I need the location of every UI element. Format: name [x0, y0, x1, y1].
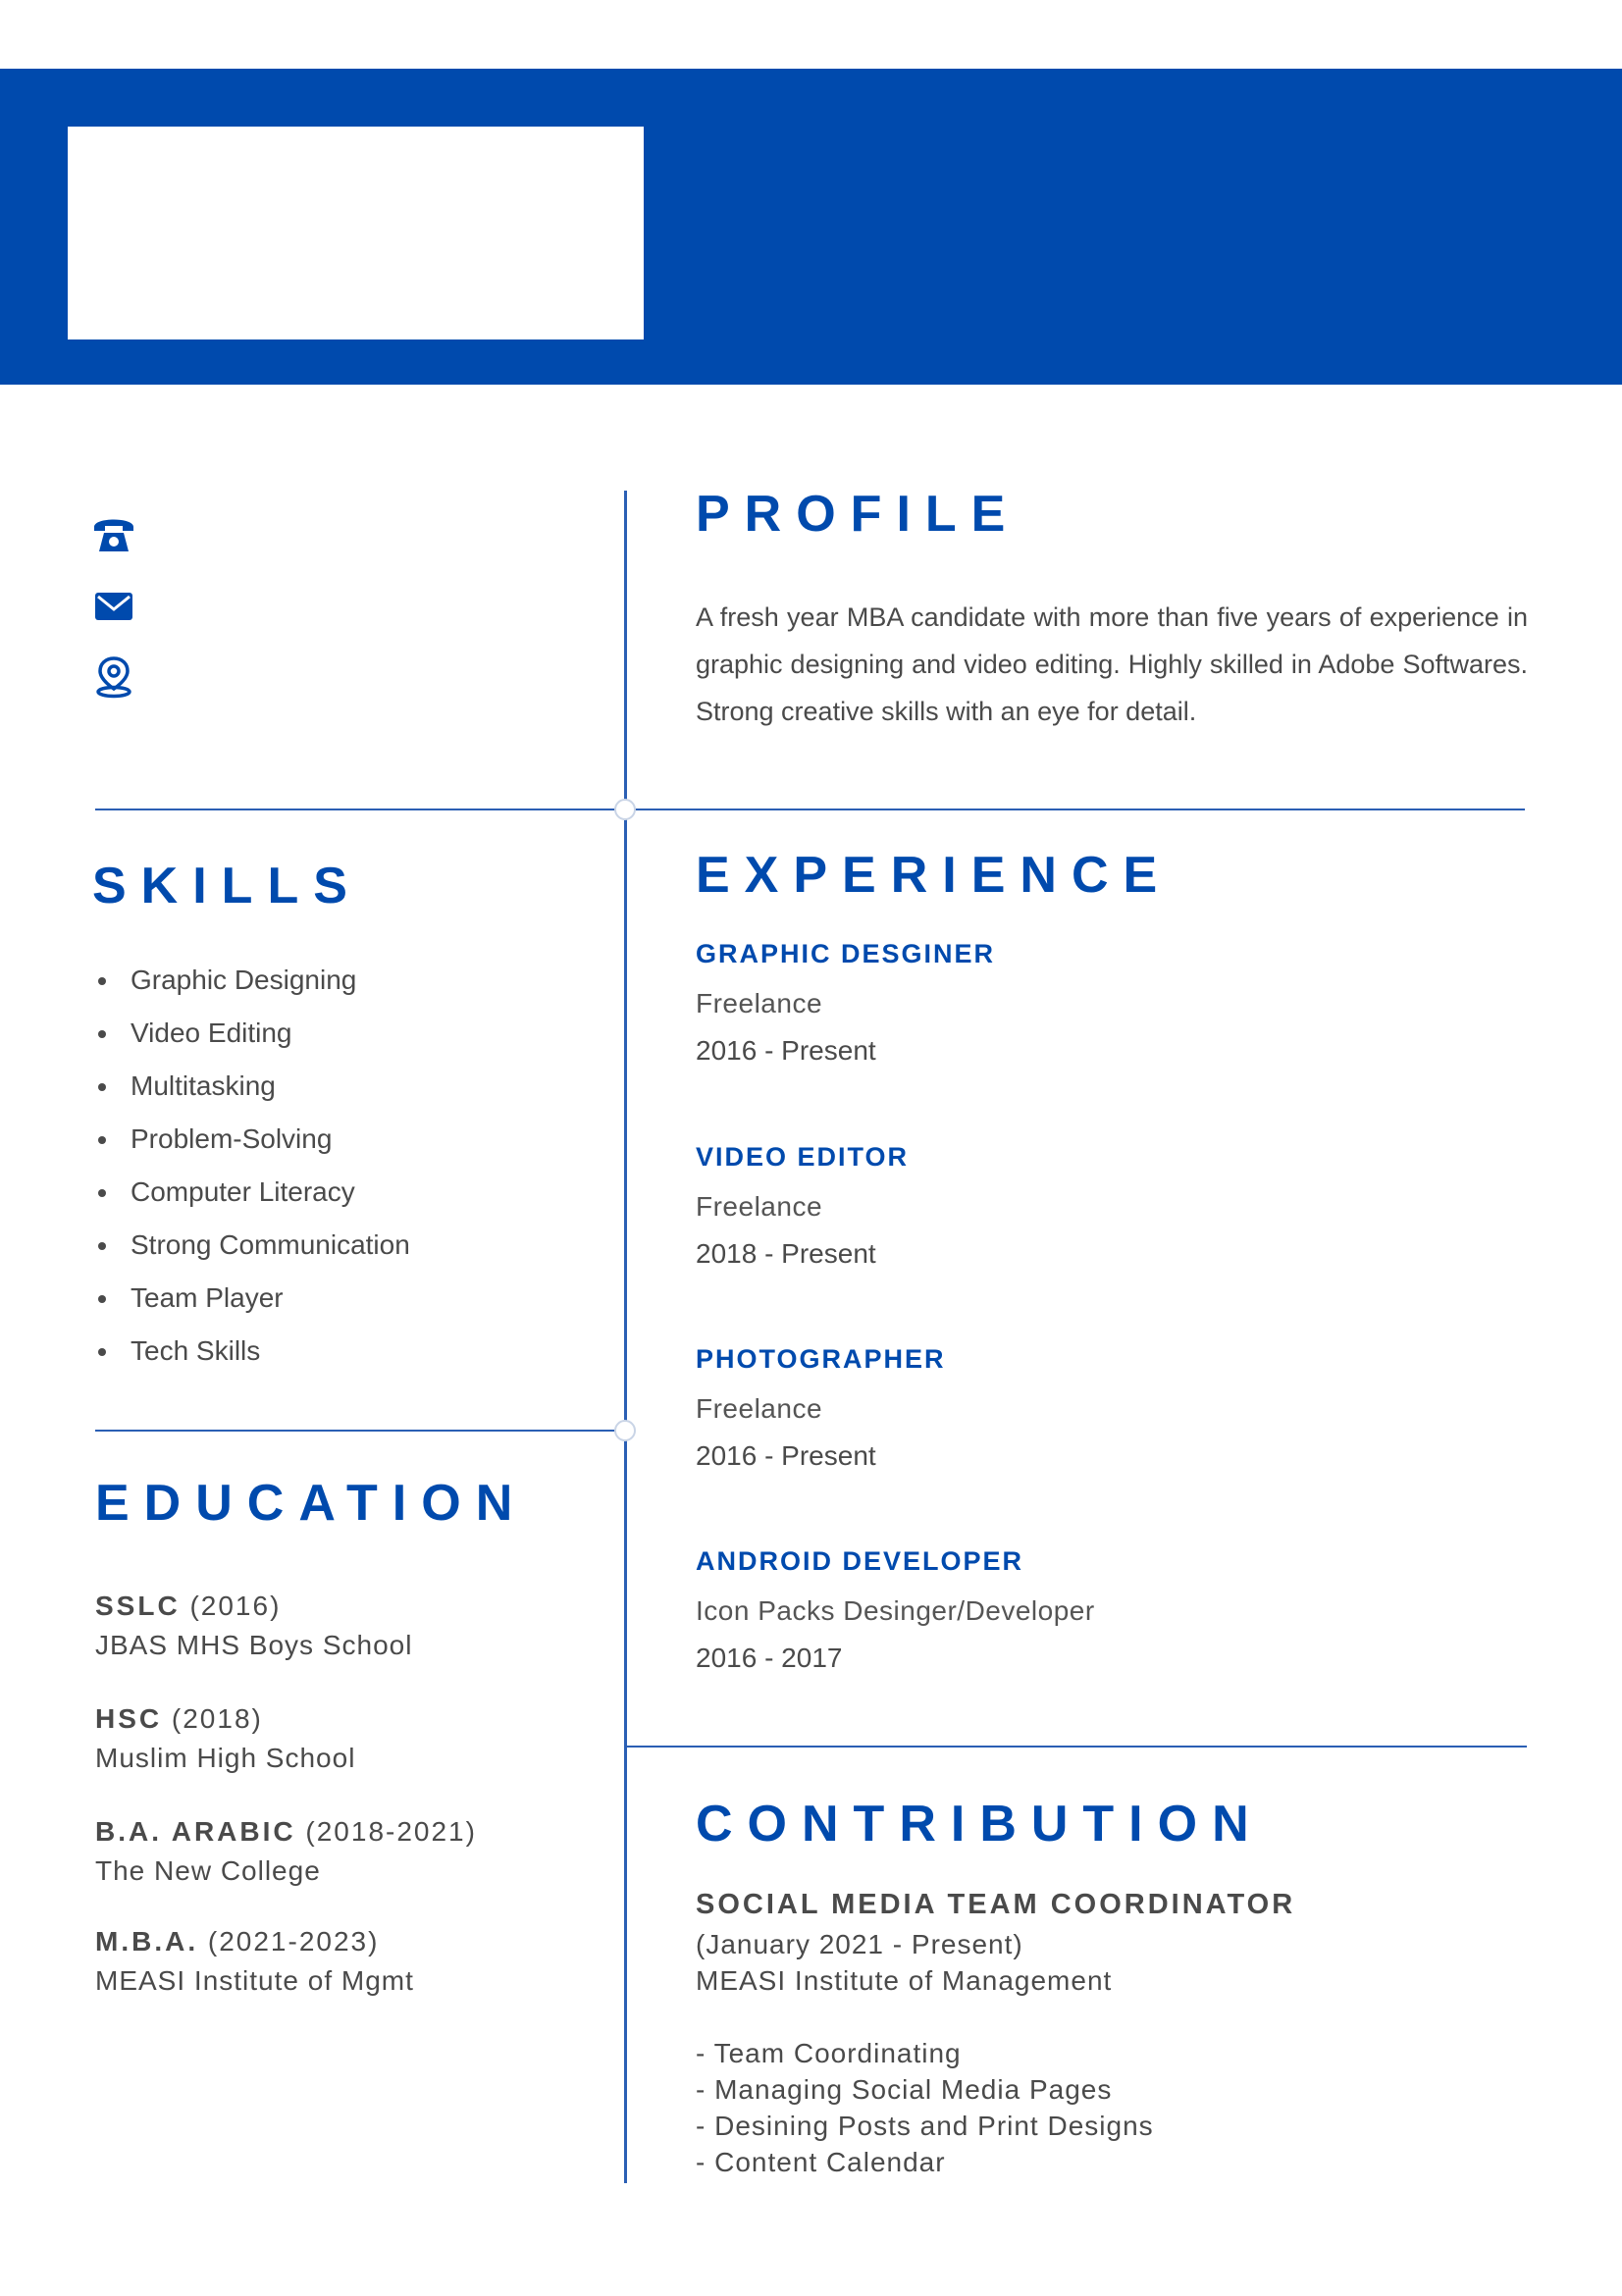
divider-skills: [95, 1430, 625, 1432]
skills-list: [98, 957, 410, 1381]
job-dates: 2016 - Present: [696, 1440, 876, 1471]
education-school: The New College: [95, 1855, 321, 1886]
skill-item: Multitasking: [98, 1063, 410, 1116]
education-degree: B.A. ARABIC: [95, 1816, 296, 1847]
contribution-heading: CONTRIBUTION: [696, 1796, 1264, 1852]
contribution-duty: - Content Calendar: [696, 2147, 946, 2177]
education-entry: [95, 1812, 605, 1891]
contribution-organization: MEASI Institute of Management: [696, 1965, 1113, 1996]
skills-heading: SKILLS: [92, 858, 362, 914]
experience-entry: [696, 932, 1540, 1074]
education-school: MEASI Institute of Mgmt: [95, 1965, 414, 1996]
job-organization: Freelance: [696, 1393, 823, 1424]
profile-heading: PROFILE: [696, 486, 1020, 543]
education-years: (2018-2021): [295, 1816, 477, 1847]
contribution-role: SOCIAL MEDIA TEAM COORDINATOR: [696, 1889, 1296, 1920]
experience-entry: [696, 1539, 1540, 1682]
phone-icon: [92, 514, 135, 553]
education-school: Muslim High School: [95, 1743, 356, 1773]
education-school: JBAS MHS Boys School: [95, 1630, 413, 1660]
skill-item: Video Editing: [98, 1010, 410, 1063]
education-years: (2021-2023): [198, 1926, 380, 1957]
education-degree: HSC: [95, 1703, 163, 1734]
skill-item: Tech Skills: [98, 1328, 410, 1381]
divider-profile: [95, 809, 1525, 810]
education-entry: [95, 1587, 605, 1665]
job-dates: 2018 - Present: [696, 1238, 876, 1269]
education-degree: SSLC: [95, 1591, 181, 1621]
education-years: (2016): [180, 1591, 282, 1621]
job-dates: 2016 - 2017: [696, 1643, 843, 1673]
job-role: PHOTOGRAPHER: [696, 1344, 946, 1374]
skill-item: Team Player: [98, 1275, 410, 1328]
job-role: GRAPHIC DESGINER: [696, 939, 996, 968]
contribution-period: (January 2021 - Present): [696, 1929, 1023, 1959]
experience-heading: EXPERIENCE: [696, 847, 1173, 904]
divider-experience: [626, 1746, 1527, 1748]
skill-item: Problem-Solving: [98, 1116, 410, 1169]
education-entry: [95, 1699, 605, 1778]
education-years: (2018): [162, 1703, 263, 1734]
job-organization: Icon Packs Desinger/Developer: [696, 1595, 1095, 1626]
skill-item: Computer Literacy: [98, 1169, 410, 1222]
divider-node: [614, 799, 636, 820]
profile-summary: A fresh year MBA candidate with more than five years of experience in graphic designing and video editing. Highly skilled in Adobe Softwares. Strong creative skills with an eye for detail.: [696, 602, 1528, 726]
contribution-entry: [696, 1883, 1540, 2180]
job-dates: 2016 - Present: [696, 1035, 876, 1066]
education-entry: [95, 1922, 605, 2001]
name-placeholder-box: [68, 127, 644, 339]
education-degree: M.B.A.: [95, 1926, 199, 1957]
divider-node: [614, 1420, 636, 1441]
location-pin-icon: [92, 655, 135, 699]
job-role: VIDEO EDITOR: [696, 1142, 910, 1172]
column-divider: [624, 491, 627, 2183]
contribution-duty: - Team Coordinating: [696, 2038, 962, 2068]
job-organization: Freelance: [696, 988, 823, 1018]
contribution-duty: - Desining Posts and Print Designs: [696, 2111, 1154, 2141]
envelope-icon: [92, 587, 135, 626]
experience-entry: [696, 1135, 1540, 1278]
skill-item: Strong Communication: [98, 1222, 410, 1275]
experience-entry: [696, 1337, 1540, 1480]
skill-item: Graphic Designing: [98, 957, 410, 1010]
education-heading: EDUCATION: [95, 1475, 528, 1532]
contribution-duty: - Managing Social Media Pages: [696, 2074, 1113, 2105]
job-role: ANDROID DEVELOPER: [696, 1546, 1024, 1576]
job-organization: Freelance: [696, 1191, 823, 1222]
